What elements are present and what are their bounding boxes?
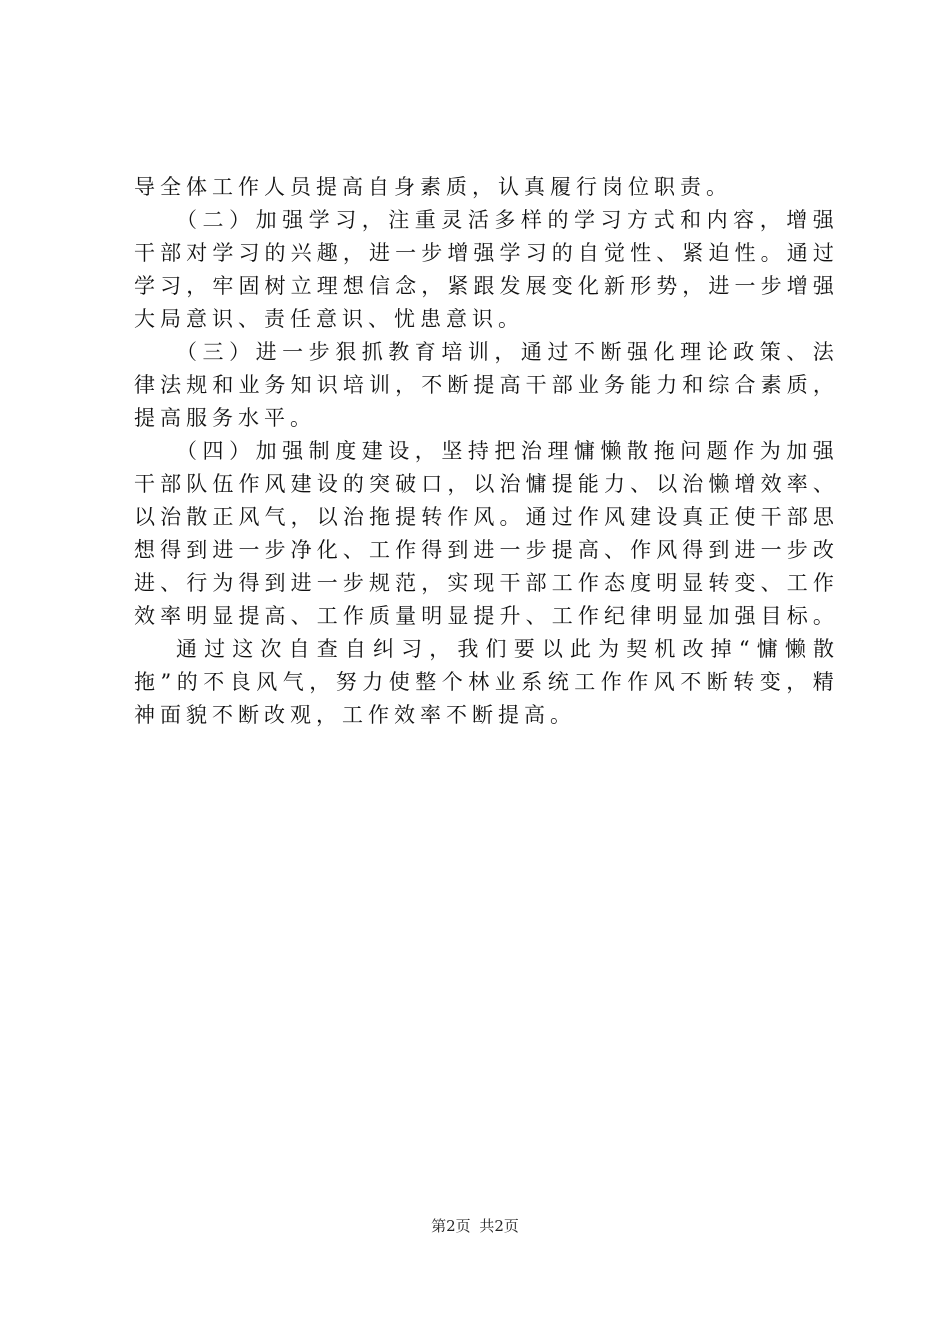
paragraph-line: 效 率 明 显 提 高 、 工 作 质 量 明 显 提 升 、 工 作 纪 律 明 显 加 强 目 标 。 — [134, 604, 834, 628]
page-total: 共2页 — [479, 1217, 519, 1235]
page-number: 第2页 — [431, 1217, 471, 1235]
paragraph-line: （ 二 ） 加 强 学 习 ， 注 重 灵 活 多 样 的 学 习 方 式 和 内 容 ， 增 强 — [176, 208, 834, 232]
document-body — [134, 171, 834, 732]
paragraph-line: 学 习 ， 牢 固 树 立 理 想 信 念 ， 紧 跟 发 展 变 化 新 形 势 ， 进 一 步 增 强 — [134, 274, 834, 298]
paragraph-line: 导全体工作人员提高自身素质，认真履行岗位职责。 — [134, 175, 732, 199]
paragraph-line: 想 得 到 进 一 步 净 化 、 工 作 得 到 进 一 步 提 高 、 作 风 得 到 进 一 步 改 — [134, 538, 834, 562]
paragraph-line: 干 部 对 学 习 的 兴 趣 ， 进 一 步 增 强 学 习 的 自 觉 性 、 紧 迫 性 。 通 过 — [134, 241, 834, 265]
page-footer — [0, 1216, 950, 1236]
paragraph-line: 提高服务水平。 — [134, 406, 316, 430]
paragraph-line: 进 、 行 为 得 到 进 一 步 规 范 ， 实 现 干 部 工 作 态 度 明 显 转 变 、 工 作 — [134, 571, 834, 595]
paragraph-line: 大局意识、责任意识、忧患意识。 — [134, 307, 524, 331]
paragraph-line: 通 过 这 次 自 查 自 纠 习 ， 我 们 要 以 此 为 契 机 改 掉 “ 慵 懒 散 — [176, 637, 834, 661]
paragraph-line: （ 三 ） 进 一 步 狠 抓 教 育 培 训 ， 通 过 不 断 强 化 理 论 政 策 、 法 — [176, 340, 834, 364]
paragraph-line: 以 治 散 正 风 气 ， 以 治 拖 提 转 作 风 。 通 过 作 风 建 设 真 正 使 干 部 思 — [134, 505, 834, 529]
paragraph-line: （ 四 ） 加 强 制 度 建 设 ， 坚 持 把 治 理 慵 懒 散 拖 问 题 作 为 加 强 — [176, 439, 834, 463]
paragraph-line: 拖 ” 的 不 良 风 气 ， 努 力 使 整 个 林 业 系 统 工 作 作 风 不 断 转 变 ， 精 — [134, 670, 834, 694]
paragraph-line: 神面貌不断改观，工作效率不断提高。 — [134, 703, 576, 727]
paragraph-line: 律 法 规 和 业 务 知 识 培 训 ， 不 断 提 高 干 部 业 务 能 力 和 综 合 素 质 ， — [134, 373, 834, 397]
paragraph-line: 干 部 队 伍 作 风 建 设 的 突 破 口 ， 以 治 慵 提 能 力 、 以 治 懒 增 效 率 、 — [134, 472, 834, 496]
